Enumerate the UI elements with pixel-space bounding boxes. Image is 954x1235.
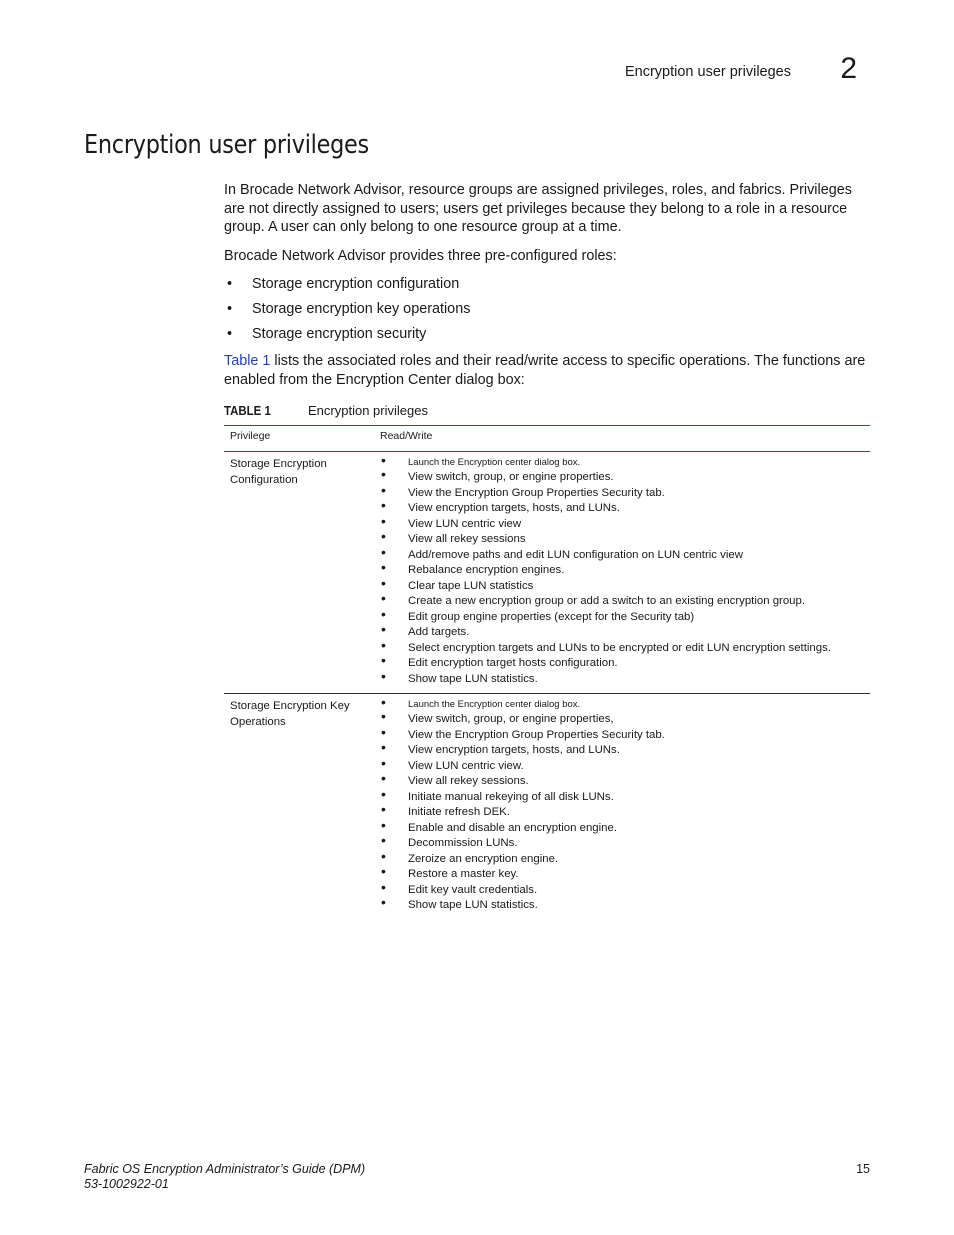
document-number: 53-1002922-01 <box>84 1177 169 1191</box>
bullet-icon: • <box>381 452 386 468</box>
list-item: • Storage encryption configuration <box>227 276 460 293</box>
list-item: • Initiate refresh DEK. <box>381 801 510 818</box>
list-item: • View the Encryption Group Properties Security tab. <box>381 723 665 741</box>
list-item: • Rebalance encryption engines. <box>381 559 565 576</box>
bullet-icon: • <box>381 694 386 710</box>
list-item: • View encryption targets, hosts, and LUNs. <box>381 497 620 514</box>
table-number: TABLE 1 <box>224 403 271 418</box>
list-item: • View encryption targets, hosts, and LUNs. <box>381 739 620 756</box>
bullet-icon: • <box>381 574 386 591</box>
list-item: • Enable and disable an encryption engine. <box>381 816 617 834</box>
roles-intro-paragraph: Brocade Network Advisor provides three pre-configured roles: <box>224 247 617 264</box>
table-reference-paragraph: Table 1 lists the associated roles and their read/write access to specific operations. The functions are enabled from the Encryption Center dialog box: <box>224 352 866 388</box>
bullet-icon: • <box>381 770 386 786</box>
table-row <box>224 694 870 920</box>
list-item: • Show tape LUN statistics. <box>381 667 538 685</box>
list-item: • View LUN centric view <box>381 512 522 530</box>
running-header: Encryption user privileges <box>624 64 791 80</box>
list-item: • Add/remove paths and edit LUN configuration on LUN centric view <box>381 543 743 561</box>
bullet-icon: • <box>381 894 386 910</box>
list-item: • Decommission LUNs. <box>381 832 518 849</box>
read-write-cell <box>374 452 870 694</box>
list-item: • Launch the Encryption center dialog box. <box>381 694 581 710</box>
list-item: • Storage encryption key operations <box>227 301 471 318</box>
bullet-icon: • <box>381 512 386 529</box>
bullet-icon: • <box>381 754 386 771</box>
bullet-icon: • <box>381 528 386 544</box>
bullet-icon: • <box>381 785 386 802</box>
list-item: • Show tape LUN statistics. <box>381 894 538 911</box>
bullet-icon: • <box>381 636 386 653</box>
list-item: • Restore a master key. <box>381 863 519 880</box>
bullet-icon: • <box>381 621 386 637</box>
bullet-icon: • <box>381 878 386 895</box>
bullet-icon: • <box>381 708 386 724</box>
list-item: • Zeroize an encryption engine. <box>381 847 559 865</box>
bullet-icon: • <box>381 590 386 606</box>
bullet-icon: • <box>381 605 386 622</box>
bullet-icon: • <box>381 481 386 498</box>
privilege-cell: Storage Encryption Key Operations <box>224 694 374 920</box>
list-item: • View switch, group, or engine properties. <box>381 466 614 483</box>
chapter-number: 2 <box>840 52 857 85</box>
list-item: • Edit encryption target hosts configuration. <box>381 652 618 669</box>
column-header-privilege: Privilege <box>224 426 374 452</box>
privileges-table <box>224 425 870 920</box>
document-title: Fabric OS Encryption Administrator’s Guide (DPM) <box>84 1162 366 1176</box>
column-header-read-write: Read/Write <box>374 426 870 452</box>
privilege-cell: Storage Encryption Configuration <box>230 458 327 486</box>
intro-paragraph: In Brocade Network Advisor, resource groups are assigned privileges, roles, and fabrics. Privileges are not directly assigned to users; users get privileges because they belong to a role in a resource group. A user can only belong to one resource group at a time. <box>224 182 852 236</box>
bullet-icon: • <box>381 667 386 684</box>
read-write-cell <box>374 694 870 920</box>
bullet-icon: • <box>381 723 386 740</box>
table-title: Encryption privileges <box>308 403 428 418</box>
bullet-icon: • <box>381 832 386 848</box>
list-item: • View switch, group, or engine properties, <box>381 708 614 725</box>
bullet-icon: • <box>227 301 233 318</box>
page-number: 15 <box>856 1162 870 1176</box>
list-item: • Initiate manual rekeying of all disk LUNs. <box>381 785 614 803</box>
bullet-icon: • <box>381 847 386 864</box>
list-item: • View all rekey sessions <box>381 528 526 545</box>
bullet-icon: • <box>381 739 386 755</box>
list-item: • View LUN centric view. <box>381 754 524 772</box>
list-item: • Edit key vault credentials. <box>381 878 538 896</box>
page-title: Encryption user privileges <box>84 130 369 160</box>
list-item: • Select encryption targets and LUNs to be encrypted or edit LUN encryption settings. <box>381 636 831 654</box>
list-item: • Storage encryption security <box>227 326 427 343</box>
bullet-icon: • <box>381 466 386 482</box>
bullet-icon: • <box>381 652 386 668</box>
body-text <box>224 181 870 399</box>
bullet-icon: • <box>381 497 386 513</box>
list-item: • Launch the Encryption center dialog box. <box>381 452 581 468</box>
list-item: • View all rekey sessions. <box>381 770 529 787</box>
roles-list <box>224 275 870 344</box>
list-item: • Add targets. <box>381 621 470 638</box>
table-row <box>224 452 870 694</box>
bullet-icon: • <box>381 863 386 879</box>
encryption-center-label: Encryption Center <box>336 371 452 388</box>
list-item: • Clear tape LUN statistics <box>381 574 534 592</box>
operations-list <box>380 694 864 914</box>
table-caption <box>224 403 428 418</box>
page-footer <box>84 1162 365 1192</box>
bullet-icon: • <box>381 801 386 817</box>
table-1-link[interactable]: Table 1 <box>224 352 271 369</box>
bullet-icon: • <box>227 276 233 293</box>
bullet-icon: • <box>381 559 386 575</box>
bullet-icon: • <box>227 326 233 343</box>
table-header-row <box>224 426 870 452</box>
list-item: • Edit group engine properties (except for the Security tab) <box>381 605 695 623</box>
list-item: • View the Encryption Group Properties Security tab. <box>381 481 665 499</box>
operations-list <box>380 452 864 687</box>
bullet-icon: • <box>381 543 386 560</box>
bullet-icon: • <box>381 816 386 833</box>
list-item: • Create a new encryption group or add a switch to an existing encryption group. <box>381 590 806 607</box>
